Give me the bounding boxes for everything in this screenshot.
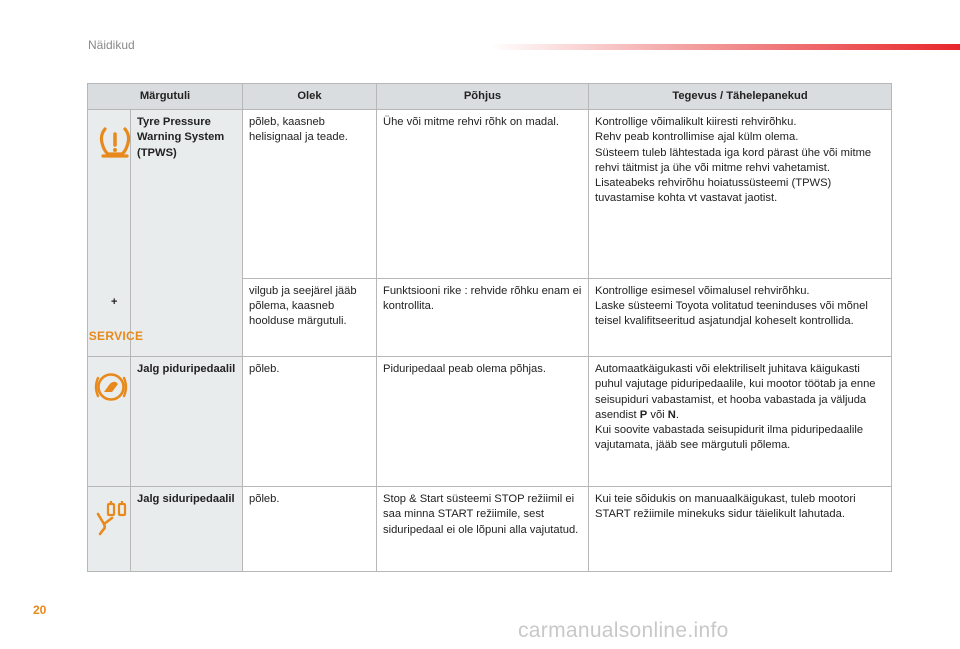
tpws-icon-cell bbox=[88, 110, 144, 357]
foot-on-clutch-icon bbox=[94, 500, 130, 536]
brake-tegevus-or: või bbox=[647, 408, 668, 421]
tpws-warning-icon bbox=[98, 125, 132, 159]
brake-tegevus-end: . bbox=[675, 408, 679, 421]
clutch-olek: põleb. bbox=[243, 487, 377, 572]
header-margutuli: Märgutuli bbox=[88, 84, 243, 110]
header-accent-bar bbox=[490, 44, 960, 50]
brake-tegevus-note: Kui soovite vabastada seisupidurit ilma piduripedaalile vajutamata, jääb see märgutuli põlema. bbox=[595, 424, 864, 452]
table-row bbox=[88, 357, 892, 487]
table-header-row bbox=[88, 84, 892, 110]
brake-tegevus bbox=[589, 357, 892, 487]
tpws-pohjus-2: Funktsiooni rike : rehvide rõhku enam ei kontrollita. bbox=[377, 278, 589, 356]
table-row bbox=[88, 110, 892, 279]
warning-lights-table bbox=[87, 83, 892, 572]
brake-name: Jalg piduripedaalil bbox=[131, 357, 243, 487]
brake-olek: põleb. bbox=[243, 357, 377, 487]
plus-sign: + bbox=[111, 296, 118, 308]
clutch-pohjus: Stop & Start süsteemi STOP režiimil ei saa minna START režiimile, sest siduripedaal ei ole lõpuni alla vajutatud. bbox=[377, 487, 589, 572]
header-olek: Olek bbox=[243, 84, 377, 110]
service-label: SERVICE bbox=[88, 329, 144, 343]
brake-pohjus: Piduripedaal peab olema põhjas. bbox=[377, 357, 589, 487]
header-pohjus: Põhjus bbox=[377, 84, 589, 110]
gear-n: N bbox=[667, 408, 676, 421]
foot-on-brake-icon bbox=[94, 372, 128, 402]
clutch-tegevus: Kui teie sõidukis on manuaalkäigukast, tuleb mootori START režiimile minekuks sidur täielikult lahutada. bbox=[589, 487, 892, 572]
watermark: carmanualsonline.info bbox=[518, 619, 729, 642]
gear-p: P bbox=[639, 408, 648, 421]
tpws-name: Tyre Pressure Warning System (TPWS) bbox=[131, 110, 243, 357]
brake-icon-cell bbox=[88, 357, 131, 487]
header-tegevus: Tegevus / Tähelepanekud bbox=[589, 84, 892, 110]
service-icon bbox=[88, 328, 144, 343]
tpws-tegevus-1: Kontrollige võimalikult kiiresti rehvirõhku. Rehv peab kontrollimise ajal külm olema. Süsteem tuleb lähtestada iga kord pärast ühe või mitme rehvi täitmist ja ühe või mitme rehvi vahetamist. Lisateabeks rehvirõhu hoiatussüsteemi (TPWS) tuvastamise kohta vt vastavat jaotist. bbox=[589, 110, 892, 279]
tpws-pohjus-1: Ühe või mitme rehvi rõhk on madal. bbox=[377, 110, 589, 279]
clutch-name: Jalg siduripedaalil bbox=[131, 487, 243, 572]
section-title: Näidikud bbox=[88, 38, 135, 52]
tpws-olek-2: vilgub ja seejärel jääb põlema, kaasneb hoolduse märgutuli. bbox=[243, 278, 377, 356]
tpws-olek-1: põleb, kaasneb helisignaal ja teade. bbox=[243, 110, 377, 279]
table-row bbox=[88, 487, 892, 572]
page-number: 20 bbox=[33, 603, 47, 617]
brake-tegevus-text: Automaatkäigukasti või elektriliselt juhitava käigukasti puhul vajutage piduripedaalile, kui mootor töötab ja enne seisupiduri vabastamist, et hooba vabastada ja väljuda asendist bbox=[595, 363, 876, 421]
clutch-icon-cell bbox=[88, 487, 131, 572]
tpws-tegevus-2: Kontrollige esimesel võimalusel rehvirõhku. Laske süsteemi Toyota volitatud teeninduses või mõnel teisel kvalifitseeritud asjatundjal koheselt kontrollida. bbox=[589, 278, 892, 356]
